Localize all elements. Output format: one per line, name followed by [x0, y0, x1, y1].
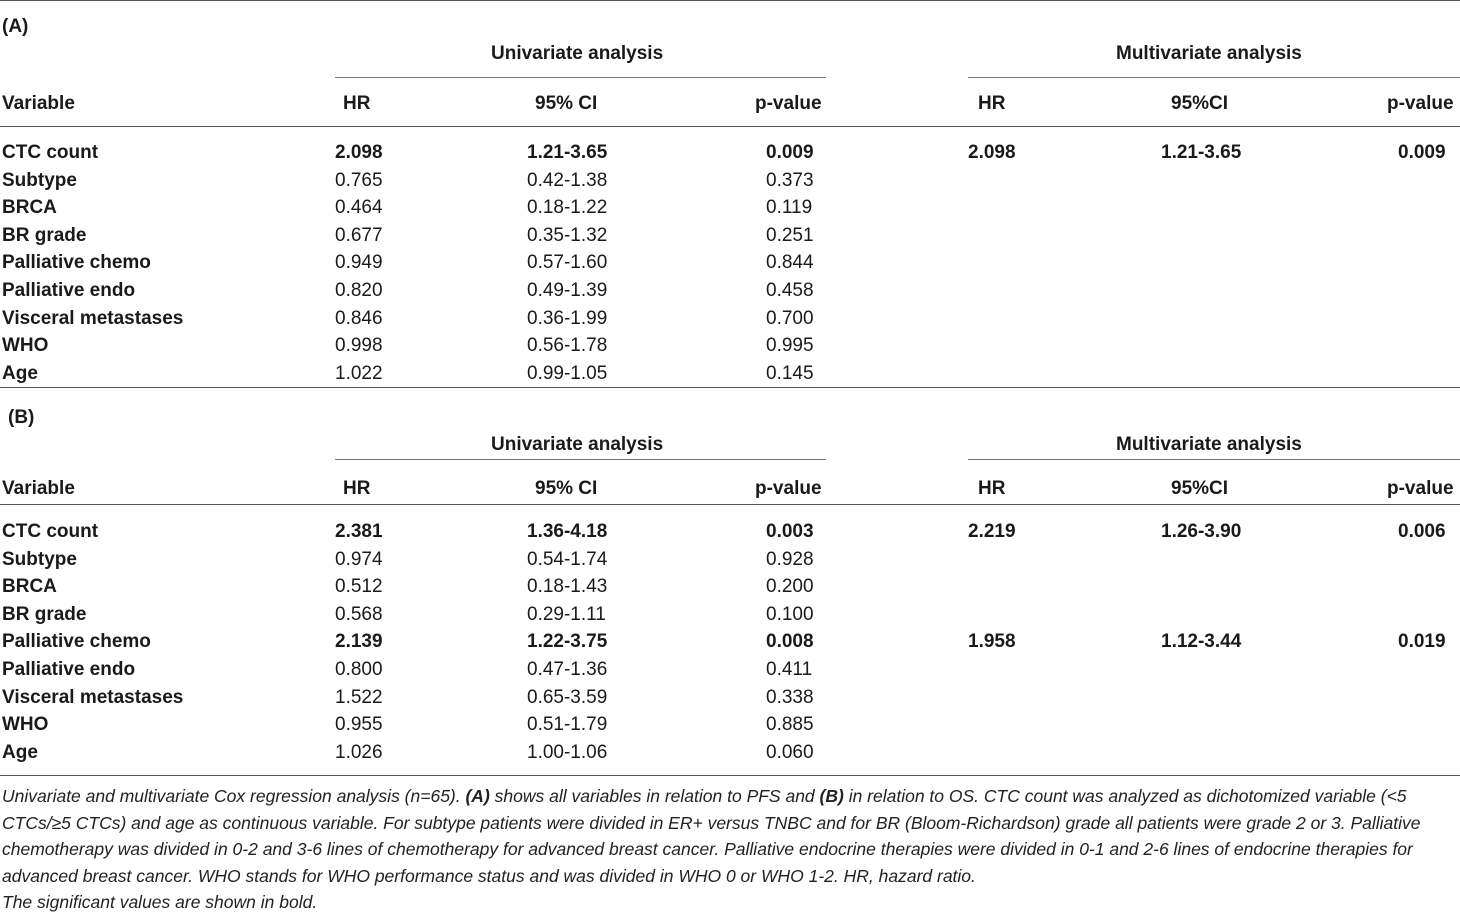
cell-hr: 0.765: [335, 169, 383, 191]
cell-ci: 0.65-3.59: [527, 686, 608, 708]
cell-hr: 2.098: [335, 142, 383, 163]
panel-a-label: (A): [2, 16, 29, 37]
cell-var: BR grade: [2, 603, 87, 625]
panel-b-header-variable: Variable: [2, 478, 75, 499]
cell-mp: 0.006: [1398, 521, 1446, 542]
cell-p: 0.995: [766, 335, 814, 357]
cell-ci: 0.18-1.22: [527, 197, 608, 219]
panel-a-univariate-rule: [335, 77, 826, 78]
cell-ci: 0.42-1.38: [527, 169, 608, 191]
panel-a-header-variable: Variable: [2, 93, 75, 114]
cell-p: 0.060: [766, 741, 814, 763]
cell-hr: 1.022: [335, 362, 383, 384]
cell-hr: 0.677: [335, 224, 383, 246]
cell-mhr: 1.958: [968, 631, 1016, 653]
cell-p: 0.458: [766, 280, 814, 301]
cell-hr: 1.522: [335, 686, 383, 708]
cell-mci: 1.12-3.44: [1161, 631, 1242, 653]
cell-p: 0.251: [766, 224, 814, 246]
cell-p: 0.145: [766, 362, 814, 384]
panel-b-header-ci: 95% CI: [535, 478, 598, 499]
panel-a-univariate-title: Univariate analysis: [491, 43, 664, 64]
caption-text-3: in relation to OS. CTC count was analyzed as dichotomized variable (<5 CTCs/≥5 CTCs) and age as continuous variable. For subtype patients were divided in ER+ versus TNBC and for BR (Bloom-Richardson) grade all patients were grade 2 or 3. Palliative chemotherapy was divided in 0-2 and 3-6 lines of chemotherapy for advanced breast cancer. Palliative endocrine therapies were divided in 0-1 and 2-6 lines of endocrine therapies for advanced breast cancer. WHO stands for WHO performance status and was divided in WHO 0 or WHO 1-2. HR, hazard ratio.: [2, 786, 1421, 886]
cell-var: CTC count: [2, 521, 99, 542]
cell-hr: 0.955: [335, 714, 383, 736]
cell-ci: 1.00-1.06: [527, 741, 608, 763]
panel-b-header-p: p-value: [755, 478, 822, 499]
cell-var: Age: [2, 741, 38, 763]
table-bottom-rule: [0, 775, 1460, 776]
cell-ci: 0.54-1.74: [527, 548, 608, 570]
cell-hr: 2.139: [335, 631, 383, 653]
cell-hr: 0.800: [335, 659, 383, 680]
cell-p: 0.119: [766, 197, 813, 219]
table-caption: [2, 783, 1458, 916]
panel-b-univariate-title: Univariate analysis: [491, 434, 664, 455]
cell-ci: 0.36-1.99: [527, 307, 608, 329]
cell-p: 0.844: [766, 252, 814, 274]
cell-var: Palliative chemo: [2, 252, 151, 274]
panel-b-header-mhr: HR: [978, 478, 1006, 499]
cell-mci: 1.26-3.90: [1161, 521, 1242, 542]
cell-ci: 0.51-1.79: [527, 714, 608, 736]
cell-ci: 1.22-3.75: [527, 631, 608, 653]
cell-hr: 0.512: [335, 576, 383, 598]
cell-var: Age: [2, 362, 38, 384]
caption-label-b: (B): [819, 786, 844, 806]
panel-b-header-rule: [0, 504, 1460, 505]
cell-ci: 0.35-1.32: [527, 224, 608, 246]
panel-a-bottom-rule: [0, 387, 1460, 388]
cell-hr: 0.949: [335, 252, 383, 274]
cell-var: Visceral metastases: [2, 686, 184, 708]
panel-a-multivariate-title: Multivariate analysis: [1116, 43, 1302, 64]
cell-ci: 0.47-1.36: [527, 659, 608, 680]
cell-hr: 0.998: [335, 335, 383, 357]
cell-mhr: 2.219: [968, 521, 1016, 542]
table-top-rule: [0, 0, 1460, 1]
caption-label-a: (A): [465, 786, 490, 806]
panel-b-header-mci: 95%CI: [1171, 478, 1229, 499]
panel-b-multivariate-rule: [968, 459, 1460, 460]
cell-p: 0.411: [766, 659, 813, 680]
cell-hr: 1.026: [335, 741, 383, 763]
panel-a-header-rule: [0, 126, 1460, 127]
cell-var: Subtype: [2, 548, 77, 570]
cell-var: Palliative endo: [2, 280, 136, 301]
cell-ci: 1.21-3.65: [527, 142, 608, 163]
cell-p: 0.338: [766, 686, 814, 708]
cell-ci: 0.29-1.11: [527, 603, 606, 625]
cell-ci: 0.56-1.78: [527, 335, 608, 357]
cell-p: 0.008: [766, 631, 814, 653]
cell-hr: 0.974: [335, 548, 383, 570]
cell-p: 0.003: [766, 521, 814, 542]
panel-b-label: (B): [8, 407, 35, 428]
cell-var: Palliative endo: [2, 659, 136, 680]
cell-var: BR grade: [2, 224, 87, 246]
cell-mhr: 2.098: [968, 142, 1016, 163]
cell-ci: 0.49-1.39: [527, 280, 608, 301]
cell-mci: 1.21-3.65: [1161, 142, 1242, 163]
cell-ci: 0.18-1.43: [527, 576, 608, 598]
cell-var: Visceral metastases: [2, 307, 184, 329]
panel-a-header-mci: 95%CI: [1171, 93, 1229, 114]
cell-p: 0.928: [766, 548, 814, 570]
panel-b-header-hr: HR: [343, 478, 371, 499]
cell-p: 0.009: [766, 142, 814, 163]
panel-b-univariate-rule: [335, 459, 826, 460]
panel-a-multivariate-rule: [968, 77, 1460, 78]
panel-a-header-ci: 95% CI: [535, 93, 598, 114]
cell-var: Subtype: [2, 169, 77, 191]
panel-a-header-mp: p-value: [1387, 93, 1454, 114]
cell-mp: 0.009: [1398, 142, 1446, 163]
cell-var: Palliative chemo: [2, 631, 151, 653]
cell-hr: 0.464: [335, 197, 383, 219]
cell-p: 0.100: [766, 603, 814, 625]
cell-p: 0.373: [766, 169, 814, 191]
cell-ci: 1.36-4.18: [527, 521, 608, 542]
cell-ci: 0.57-1.60: [527, 252, 608, 274]
caption-note: The significant values are shown in bold.: [2, 892, 318, 912]
cell-var: CTC count: [2, 142, 99, 163]
panel-b-header-mp: p-value: [1387, 478, 1454, 499]
cell-mp: 0.019: [1398, 631, 1446, 653]
cell-hr: 2.381: [335, 521, 383, 542]
panel-a-header-hr: HR: [343, 93, 371, 114]
cell-hr: 0.820: [335, 280, 383, 301]
caption-text-2: shows all variables in relation to PFS and: [489, 786, 820, 806]
cell-p: 0.700: [766, 307, 814, 329]
cell-p: 0.200: [766, 576, 814, 598]
cell-hr: 0.846: [335, 307, 383, 329]
cell-p: 0.885: [766, 714, 814, 736]
panel-b-multivariate-title: Multivariate analysis: [1116, 434, 1302, 455]
panel-a-header-mhr: HR: [978, 93, 1006, 114]
cell-var: BRCA: [2, 576, 57, 598]
cell-ci: 0.99-1.05: [527, 362, 608, 384]
caption-text-1: Univariate and multivariate Cox regression analysis (n=65).: [2, 786, 466, 806]
cell-var: WHO: [2, 335, 49, 357]
panel-a-header-p: p-value: [755, 93, 822, 114]
cell-hr: 0.568: [335, 603, 383, 625]
cell-var: BRCA: [2, 197, 57, 219]
cell-var: WHO: [2, 714, 49, 736]
